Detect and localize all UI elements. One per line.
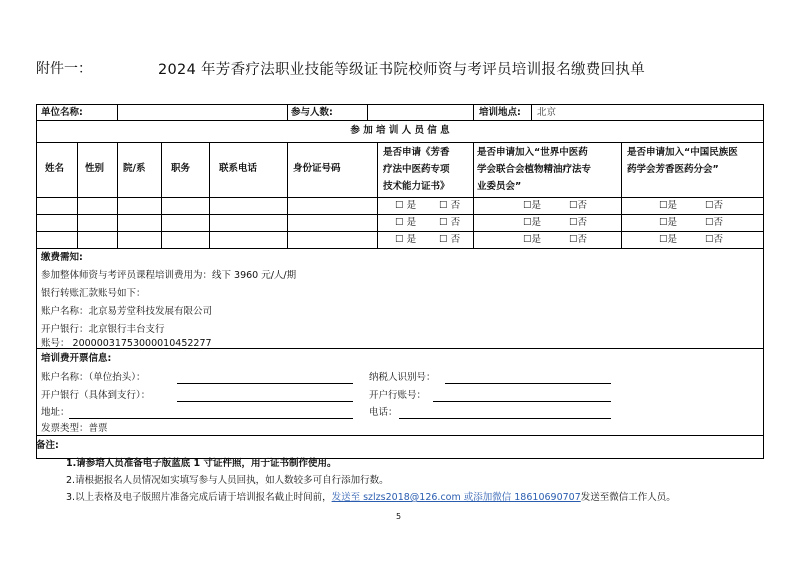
invoice-bank-account-label: 开户行账号：: [369, 390, 427, 401]
row-divider: [37, 231, 763, 232]
invoice-address-label: 地址：: [41, 407, 70, 418]
checkbox-no[interactable]: ☐ 否: [439, 234, 461, 245]
note-item: 2.请根据报名人员情况如实填写参与人员回执，如人数较多可自行添加行数。: [66, 475, 389, 486]
column-header-phone: 联系电话: [219, 163, 258, 174]
row-divider: [37, 214, 763, 215]
checkbox-icon: ☐: [523, 200, 532, 211]
column-header-position: 职务: [171, 163, 191, 174]
checkbox-icon: ☐: [705, 200, 714, 211]
invoice-address-field[interactable]: [69, 418, 353, 419]
contact-link[interactable]: 发送至 szlzs2018@126.com 或添加微信 18610690707: [331, 492, 581, 503]
fee-line: 账号： 20000031753000010452277: [41, 338, 212, 349]
column-header-gender: 性别: [85, 163, 105, 174]
invoice-phone-field[interactable]: [399, 418, 611, 419]
checkbox-icon: ☐: [705, 217, 714, 228]
cell-divider: [77, 142, 78, 248]
checkbox-icon: ☐: [523, 217, 532, 228]
row-divider: [37, 435, 763, 436]
row-divider: [37, 142, 763, 143]
checkbox-icon: ☐: [659, 217, 668, 228]
cell-divider: [287, 105, 288, 120]
cell-divider: [209, 142, 210, 248]
page-number: 5: [396, 512, 402, 521]
unit-name-label: 单位名称:: [41, 107, 83, 118]
column-header-q3: 是否申请加入“中国民族医: [627, 147, 738, 158]
fee-heading: 缴费需知:: [41, 252, 83, 263]
checkbox-no[interactable]: ☐ 否: [439, 200, 461, 211]
column-header-id-number: 身份证号码: [293, 163, 341, 174]
cell-divider: [473, 105, 474, 120]
invoice-type: 发票类型：普票: [41, 423, 108, 434]
checkbox-icon: ☐: [395, 217, 404, 228]
invoice-phone-label: 电话：: [369, 407, 398, 418]
row-divider: [37, 197, 763, 198]
row-divider: [37, 120, 763, 121]
document-header: [36, 58, 776, 80]
note-item: 3.以上表格及电子版照片准备完成后请于培训报名截止时间前，发送至 szlzs2018@126.com 或添加微信 18610690707发送至微信工作人员。: [66, 492, 676, 503]
checkbox-icon: ☐: [659, 200, 668, 211]
invoice-bank-label: 开户银行（具体到支行）：: [41, 390, 151, 401]
checkbox-yes[interactable]: ☐ 是: [395, 217, 417, 228]
checkbox-no[interactable]: ☐否: [705, 217, 724, 228]
attachment-label: 附件一：: [36, 61, 92, 77]
checkbox-no[interactable]: ☐否: [569, 200, 588, 211]
checkbox-icon: ☐: [439, 200, 448, 211]
cell-divider: [117, 142, 118, 248]
invoice-account-name-label: 账户名称：（单位抬头）：: [41, 372, 146, 383]
checkbox-yes[interactable]: ☐是: [523, 234, 542, 245]
checkbox-yes[interactable]: ☐ 是: [395, 200, 417, 211]
cell-divider: [621, 142, 622, 248]
registration-form: [36, 104, 764, 459]
checkbox-icon: ☐: [439, 234, 448, 245]
fee-line: 参加整体师资与考评员课程培训费用为：线下 3960 元/人/期: [41, 270, 297, 281]
invoice-bank-account-field[interactable]: [433, 401, 611, 402]
checkbox-icon: ☐: [395, 200, 404, 211]
invoice-heading: 培训费开票信息:: [41, 353, 112, 364]
fee-line: 账户名称：北京易芳堂科技发展有限公司: [41, 306, 213, 317]
cell-divider: [531, 105, 532, 120]
checkbox-yes[interactable]: ☐是: [659, 217, 678, 228]
invoice-taxpayer-id-label: 纳税人识别号：: [369, 372, 436, 383]
checkbox-yes[interactable]: ☐是: [523, 200, 542, 211]
checkbox-icon: ☐: [569, 200, 578, 211]
checkbox-icon: ☐: [569, 234, 578, 245]
checkbox-yes[interactable]: ☐是: [523, 217, 542, 228]
training-location-label: 培训地点:: [479, 107, 521, 118]
note-item: 1.请参培人员准备电子版蓝底 1 寸证件照，用于证书制作使用。: [66, 458, 337, 469]
cell-divider: [287, 142, 288, 248]
column-header-q2: 是否申请加入“世界中医药: [477, 147, 588, 158]
column-header-q1: 技术能力证书》: [383, 181, 450, 192]
column-header-dept: 院/系: [123, 163, 146, 174]
column-header-q3: 药学会芳香医药分会”: [627, 164, 719, 175]
column-header-q2: 业委员会”: [477, 181, 522, 192]
cell-divider: [473, 142, 474, 248]
checkbox-no[interactable]: ☐ 否: [439, 217, 461, 228]
cell-divider: [117, 105, 118, 120]
row-divider: [37, 248, 763, 249]
invoice-taxpayer-id-field[interactable]: [445, 383, 611, 384]
column-header-q2: 学会联合会植物精油疗法专: [477, 164, 592, 175]
training-location-value: 北京: [537, 107, 557, 118]
participant-count-label: 参与人数:: [291, 107, 333, 118]
checkbox-icon: ☐: [705, 234, 714, 245]
notes-heading: 备注:: [36, 440, 59, 451]
checkbox-no[interactable]: ☐否: [569, 234, 588, 245]
document-title: 2024 年芳香疗法职业技能等级证书院校师资与考评员培训报名缴费回执单: [158, 62, 646, 78]
column-header-q1: 疗法中医药专项: [383, 164, 450, 175]
checkbox-icon: ☐: [569, 217, 578, 228]
invoice-account-name-field[interactable]: [177, 383, 353, 384]
checkbox-icon: ☐: [523, 234, 532, 245]
column-header-q1: 是否申请《芳香: [383, 147, 450, 158]
column-header-name: 姓名: [45, 163, 65, 174]
cell-divider: [367, 105, 368, 120]
cell-divider: [161, 142, 162, 248]
checkbox-no[interactable]: ☐否: [705, 234, 724, 245]
fee-line: 开户银行：北京银行丰台支行: [41, 324, 165, 335]
checkbox-yes[interactable]: ☐是: [659, 234, 678, 245]
checkbox-icon: ☐: [659, 234, 668, 245]
section-title: 参 加 培 训 人 员 信 息: [350, 125, 450, 136]
checkbox-no[interactable]: ☐否: [569, 217, 588, 228]
checkbox-yes[interactable]: ☐是: [659, 200, 678, 211]
checkbox-yes[interactable]: ☐ 是: [395, 234, 417, 245]
checkbox-icon: ☐: [395, 234, 404, 245]
fee-line: 银行转账汇款账号如下：: [41, 288, 146, 299]
invoice-bank-field[interactable]: [177, 401, 353, 402]
checkbox-icon: ☐: [439, 217, 448, 228]
checkbox-no[interactable]: ☐否: [705, 200, 724, 211]
cell-divider: [377, 142, 378, 248]
